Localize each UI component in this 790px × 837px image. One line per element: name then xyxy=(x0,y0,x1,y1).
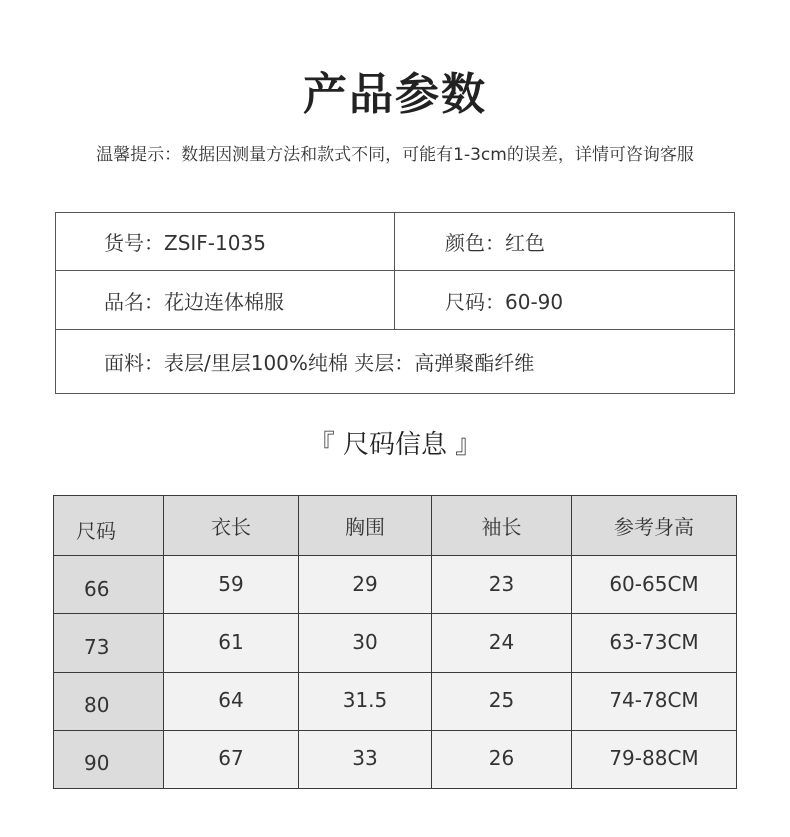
table-row xyxy=(54,614,737,672)
size-cell: 90 xyxy=(54,730,164,788)
chest-cell: 29 xyxy=(299,556,432,614)
length-cell: 67 xyxy=(164,730,299,788)
size-range: 尺码：60-90 xyxy=(445,289,564,314)
product-info-table xyxy=(55,212,735,394)
size-cell: 80 xyxy=(54,672,164,730)
column-header-sleeve: 袖长 xyxy=(432,496,572,556)
size-cell: 66 xyxy=(54,556,164,614)
sleeve-cell: 24 xyxy=(432,614,572,672)
color: 颜色：红色 xyxy=(445,231,545,255)
item-number: 货号：ZSIF-1035 xyxy=(56,213,395,270)
column-header-length: 衣长 xyxy=(164,496,299,556)
size-section-title: 『 尺码信息 』 xyxy=(308,430,482,460)
table-row xyxy=(54,730,737,788)
info-row xyxy=(56,271,734,330)
length-cell: 64 xyxy=(164,672,299,730)
chest-cell: 30 xyxy=(299,614,432,672)
sleeve-cell: 25 xyxy=(432,672,572,730)
height-cell: 74-78CM xyxy=(572,672,737,730)
info-row xyxy=(56,213,734,271)
product-name: 品名：花边连体棉服 xyxy=(56,271,395,329)
column-header-size: 尺码 xyxy=(54,496,164,556)
column-header-chest: 胸围 xyxy=(299,496,432,556)
info-row xyxy=(56,330,734,393)
chest-cell: 31.5 xyxy=(299,672,432,730)
size-cell: 73 xyxy=(54,614,164,672)
table-row xyxy=(54,672,737,730)
size-table xyxy=(53,495,737,789)
table-row xyxy=(54,556,737,614)
chest-cell: 33 xyxy=(299,730,432,788)
measurement-notice: 温馨提示：数据因测量方法和款式不同，可能有1-3cm的误差，详情可咨询客服 xyxy=(96,145,694,165)
height-cell: 79-88CM xyxy=(572,730,737,788)
fabric: 面料：表层/里层100%纯棉 夹层：高弹聚酯纤维 xyxy=(104,351,535,375)
length-cell: 61 xyxy=(164,614,299,672)
sleeve-cell: 26 xyxy=(432,730,572,788)
sleeve-cell: 23 xyxy=(432,556,572,614)
height-cell: 60-65CM xyxy=(572,556,737,614)
height-cell: 63-73CM xyxy=(572,614,737,672)
page-title: 产品参数 xyxy=(303,69,487,120)
length-cell: 59 xyxy=(164,556,299,614)
column-header-height: 参考身高 xyxy=(572,496,737,556)
table-header-row xyxy=(54,496,737,556)
